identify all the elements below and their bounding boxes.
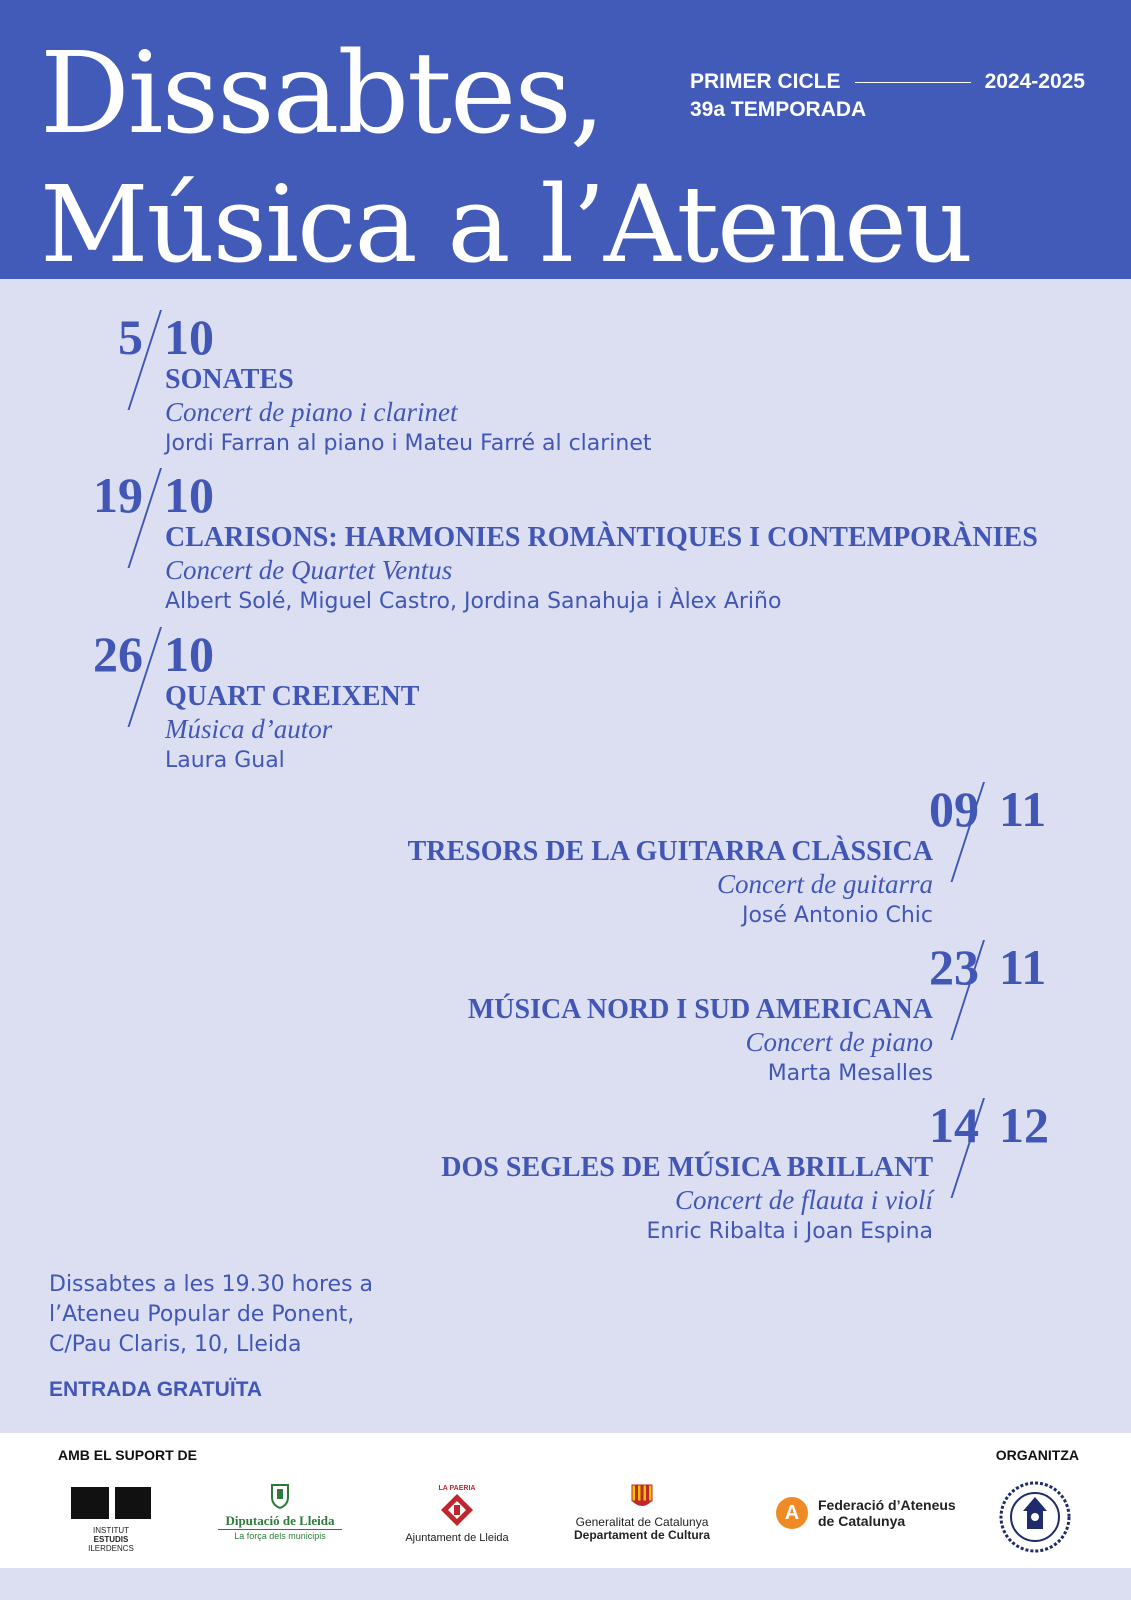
sponsor-footer — [0, 1433, 1131, 1568]
event-performers: Jordi Farran al piano i Mateu Farré al clarinet — [165, 431, 652, 456]
event-day: 19 — [93, 467, 143, 523]
support-label: AMB EL SUPORT DE — [58, 1447, 197, 1463]
event-subtitle: Música d’autor — [165, 714, 333, 744]
header-banner — [0, 0, 1131, 279]
event-title: MÚSICA NORD I SUD AMERICANA — [467, 994, 933, 1025]
event-title: CLARISONS: HARMONIES ROMÀNTIQUES I CONTEMPORÀNIES — [165, 522, 1038, 553]
generalitat-name: Generalitat de Catalunya — [575, 1515, 709, 1529]
event-month: 11 — [999, 939, 1047, 995]
event-day: 26 — [93, 626, 143, 682]
generalitat-crest-icon — [631, 1483, 653, 1511]
paeria-label: LA PAERIA — [438, 1485, 476, 1492]
season-years: 2024-2025 — [984, 70, 1085, 93]
event-title: QUART CREIXENT — [165, 681, 420, 712]
event-subtitle: Concert de flauta i violí — [675, 1185, 933, 1215]
event-subtitle: Concert de piano — [745, 1027, 933, 1057]
paeria-crest-icon — [440, 1493, 474, 1527]
event-month: 11 — [999, 781, 1047, 837]
season-label: 39a TEMPORADA — [690, 98, 867, 121]
title-line-1: Dissabtes, — [40, 29, 604, 159]
event-subtitle: Concert de Quartet Ventus — [165, 555, 453, 585]
event-performers: Laura Gual — [165, 748, 285, 773]
federacio-line-2: de Catalunya — [818, 1513, 906, 1529]
iei-text-1: INSTITUT — [93, 1526, 129, 1535]
event-day: 5 — [118, 309, 143, 365]
iei-text-2: ESTUDIS — [93, 1535, 129, 1544]
ateneu-seal-icon — [999, 1481, 1071, 1553]
event-subtitle: Concert de guitarra — [717, 869, 933, 899]
event-title: SONATES — [165, 364, 294, 395]
venue-line-3: C/Pau Claris, 10, Lleida — [49, 1332, 302, 1357]
venue-line-1: Dissabtes a les 19.30 hores a — [49, 1272, 374, 1297]
federacio-mark-icon: A — [776, 1497, 808, 1529]
diputacio-name: Diputació de Lleida — [218, 1514, 342, 1530]
event-month: 10 — [164, 467, 214, 523]
ajuntament-logo — [392, 1485, 522, 1545]
event-performers: Marta Mesalles — [767, 1061, 933, 1086]
cycle-divider — [855, 82, 971, 83]
event-month: 12 — [999, 1097, 1049, 1153]
event-title: DOS SEGLES DE MÚSICA BRILLANT — [441, 1152, 933, 1183]
event-performers: Albert Solé, Miguel Castro, Jordina Sanahuja i Àlex Ariño — [165, 589, 782, 614]
ateneu-seal-logo — [998, 1481, 1072, 1555]
title-line-2: Música a l’Ateneu — [40, 163, 972, 279]
cycle-label: PRIMER CICLE — [690, 70, 841, 93]
venue-line-2: l’Ateneu Popular de Ponent, — [49, 1302, 355, 1327]
departament-name: Departament de Cultura — [573, 1528, 711, 1542]
event-performers: José Antonio Chic — [741, 903, 933, 928]
event-day: 14 — [929, 1097, 979, 1153]
event-performers: Enric Ribalta i Joan Espina — [646, 1219, 933, 1244]
iei-text-3: ILERDENCS — [88, 1544, 134, 1553]
ajuntament-name: Ajuntament de Lleida — [405, 1532, 509, 1544]
event-month: 10 — [164, 626, 214, 682]
federacio-line-1: Federació d’Ateneus — [818, 1497, 956, 1513]
cycle-info — [690, 68, 1085, 124]
iei-mark-icon — [71, 1485, 151, 1521]
venue-info — [49, 1270, 373, 1360]
event-month: 10 — [164, 309, 214, 365]
diputacio-logo — [218, 1483, 342, 1543]
organizer-label: ORGANITZA — [995, 1447, 1079, 1463]
event-day: 23 — [929, 939, 979, 995]
event-subtitle: Concert de piano i clarinet — [165, 397, 458, 427]
event-title: TRESORS DE LA GUITARRA CLÀSSICA — [407, 836, 933, 867]
diputacio-tagline: La força dels municipis — [234, 1531, 326, 1541]
iei-logo — [70, 1485, 152, 1553]
event-day: 09 — [929, 781, 979, 837]
generalitat-logo — [562, 1483, 722, 1542]
diputacio-crest-icon — [270, 1483, 290, 1509]
free-entry-label: ENTRADA GRATUÏTA — [49, 1378, 263, 1401]
